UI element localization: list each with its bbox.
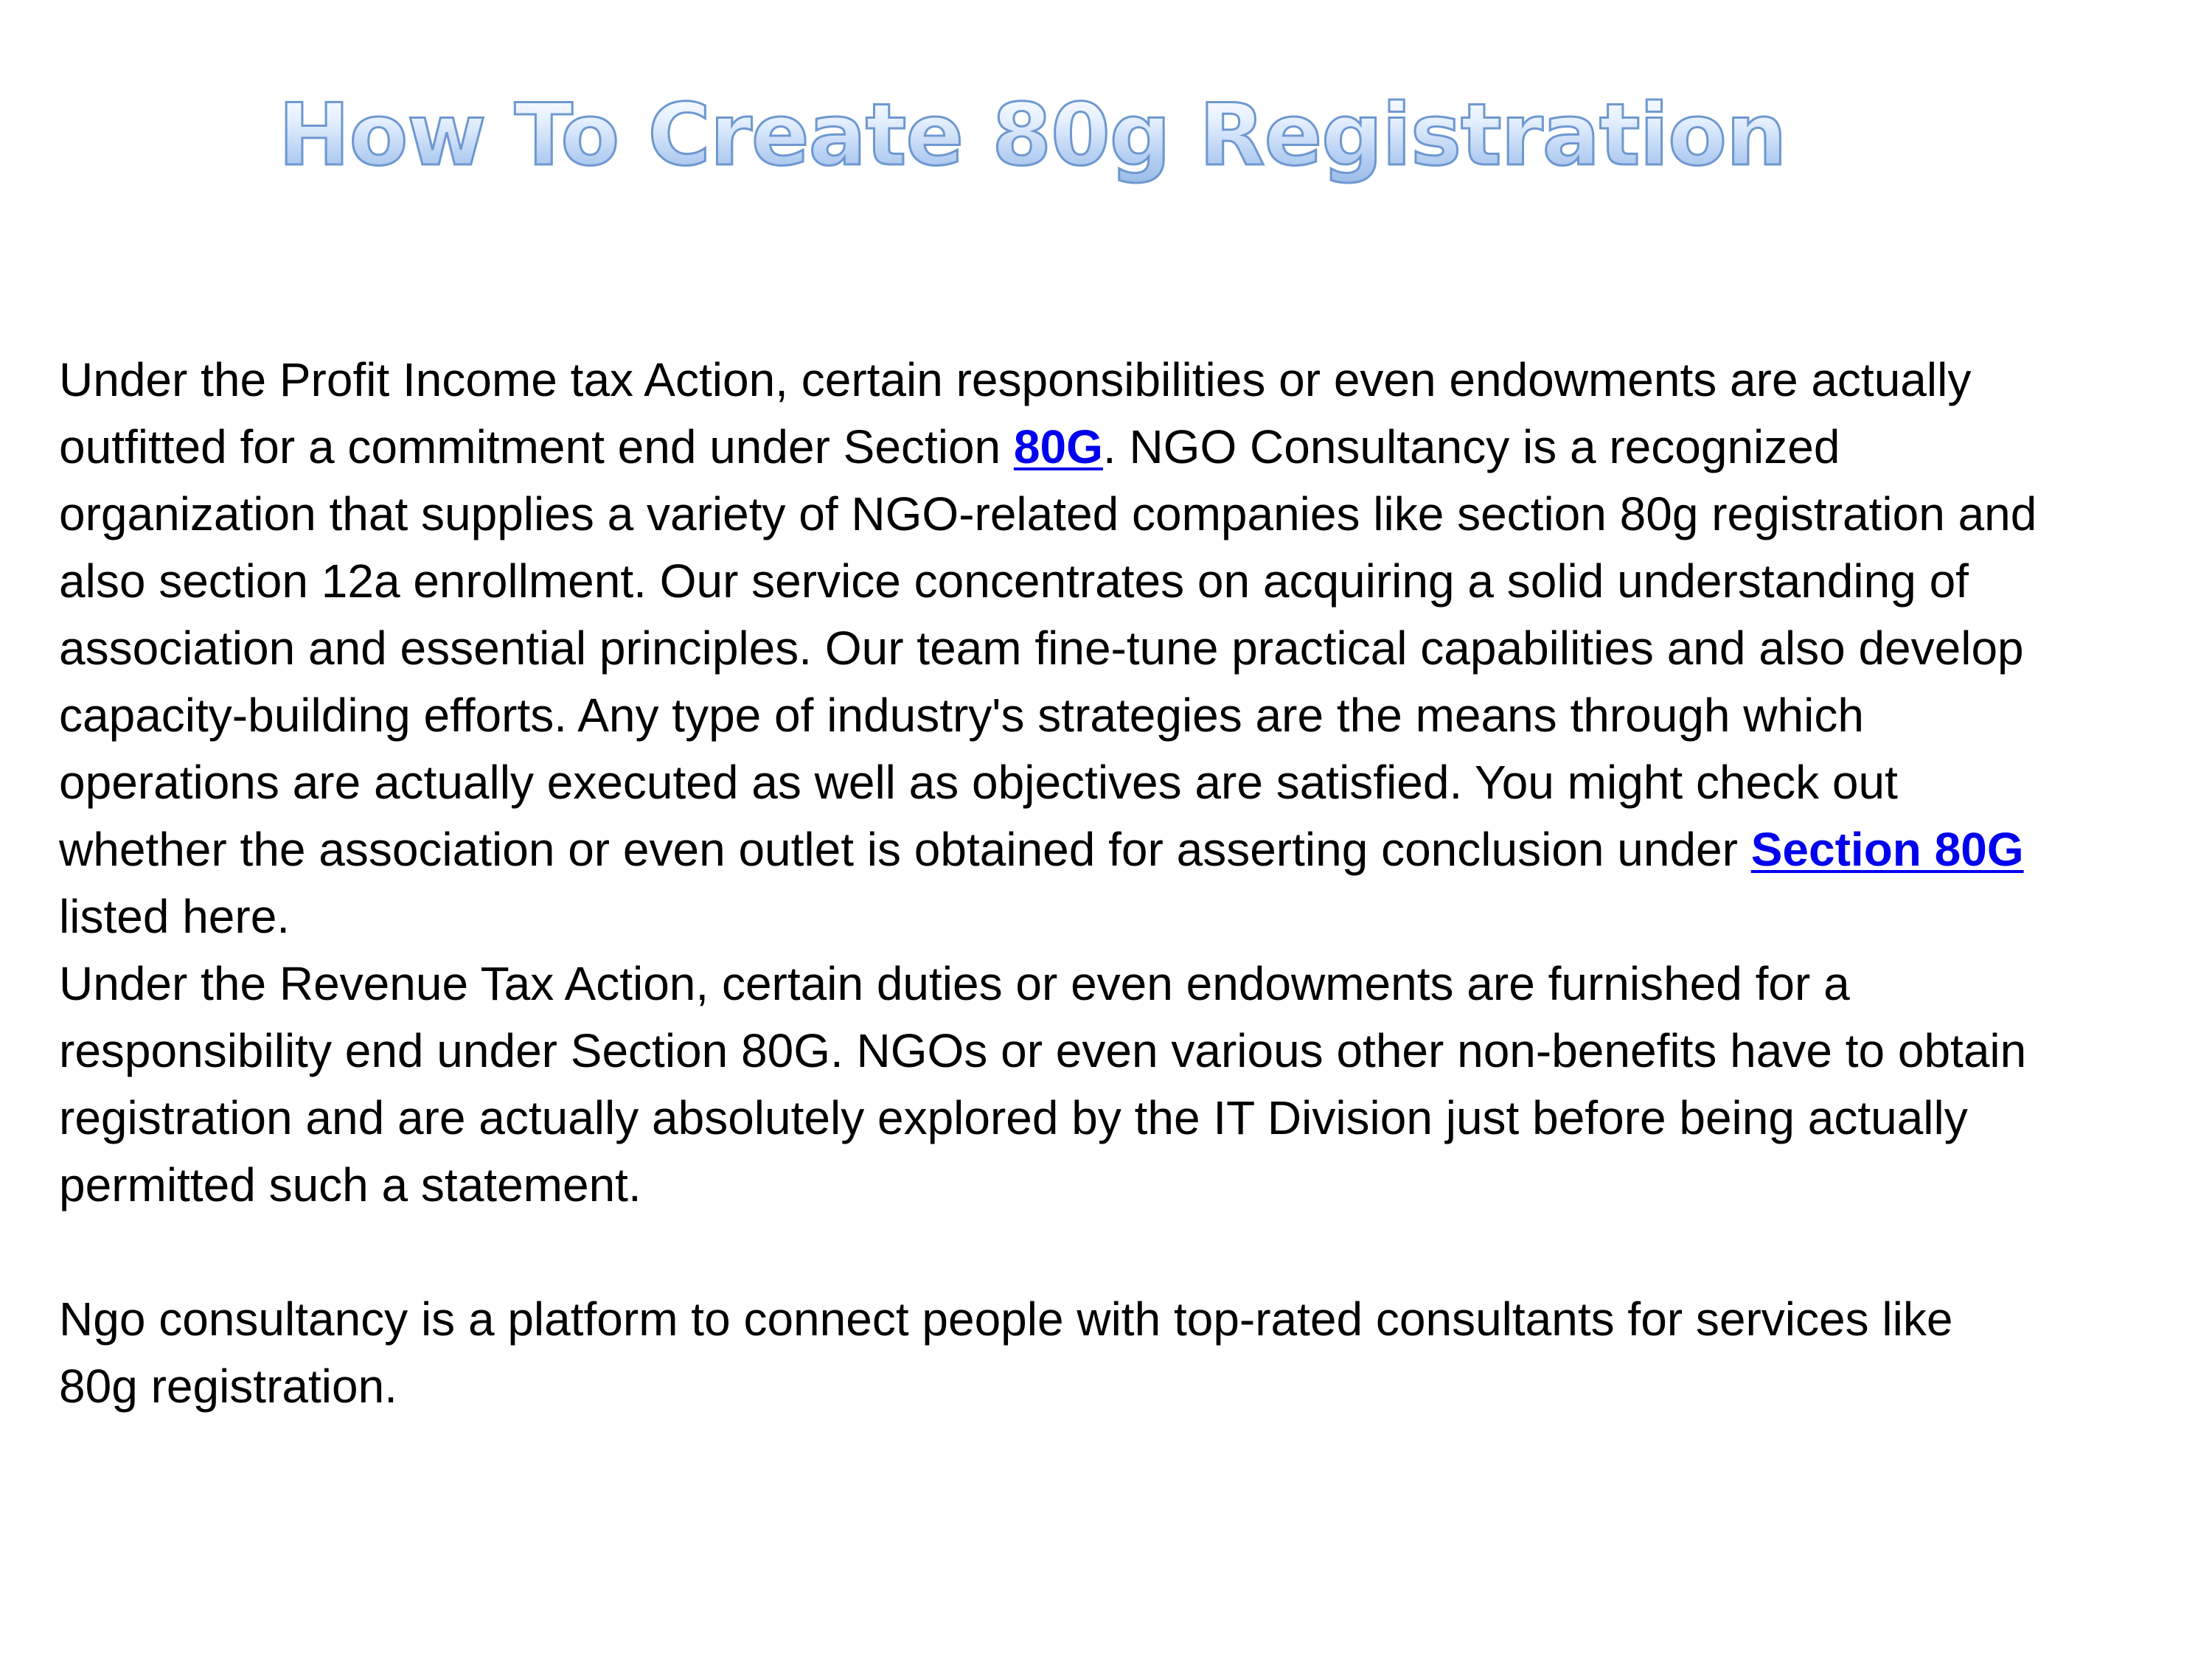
title-container — [0, 88, 2065, 183]
paragraph-2-line-3: registration and are actually absolutely explored by the IT Division just before being actually — [59, 1091, 1968, 1144]
paragraph-1-line-4: also section 12a enrollment. Our service concentrates on acquiring a solid understanding of — [59, 554, 1969, 608]
paragraph-1-line-3: organization that supplies a variety of NGO-related companies like section 80g registration and — [59, 487, 2037, 540]
body-text — [59, 347, 2212, 1420]
paragraph-1-line-8-start: whether the association or even outlet is obtained for asserting conclusion under — [59, 823, 1751, 876]
paragraph-2-line-1: Under the Revenue Tax Action, certain duties or even endowments are furnished for a — [59, 957, 1850, 1010]
paragraph-1-line-7: operations are actually executed as well as objectives are satisfied. You might check out — [59, 756, 1898, 809]
paragraph-spacer — [59, 1219, 2212, 1286]
paragraph-1-line-9: listed here. — [59, 890, 291, 943]
paragraph-3-line-1: Ngo consultancy is a platform to connect people with top-rated consultants for services like — [59, 1293, 1953, 1346]
paragraph-1-line-8 — [59, 816, 2212, 883]
paragraph-1-line-2-end: . NGO Consultancy is a recognized — [1102, 420, 1840, 473]
section-80g-link[interactable]: Section 80G — [1750, 823, 2024, 876]
paragraph-1-line-2 — [59, 414, 2212, 481]
80g-link[interactable]: 80G — [1013, 420, 1103, 473]
page-title: How To Create 80g Registration — [278, 86, 1787, 185]
paragraph-1-line-2-start: outfitted for a commitment end under Section — [59, 420, 1014, 473]
paragraph-2-line-2: responsibility end under Section 80G. NGOs or even various other non-benefits have to obtain — [59, 1024, 2027, 1077]
paragraph-1-line-6: capacity-building efforts. Any type of industry's strategies are the means through which — [59, 689, 1864, 742]
paragraph-3-line-2: 80g registration. — [59, 1360, 397, 1413]
paragraph-2-line-4: permitted such a statement. — [59, 1158, 641, 1211]
paragraph-1-line-1: Under the Profit Income tax Action, certain responsibilities or even endowments are actually — [59, 353, 1972, 406]
paragraph-1-line-5: association and essential principles. Our team fine-tune practical capabilities and also develop — [59, 622, 2024, 675]
